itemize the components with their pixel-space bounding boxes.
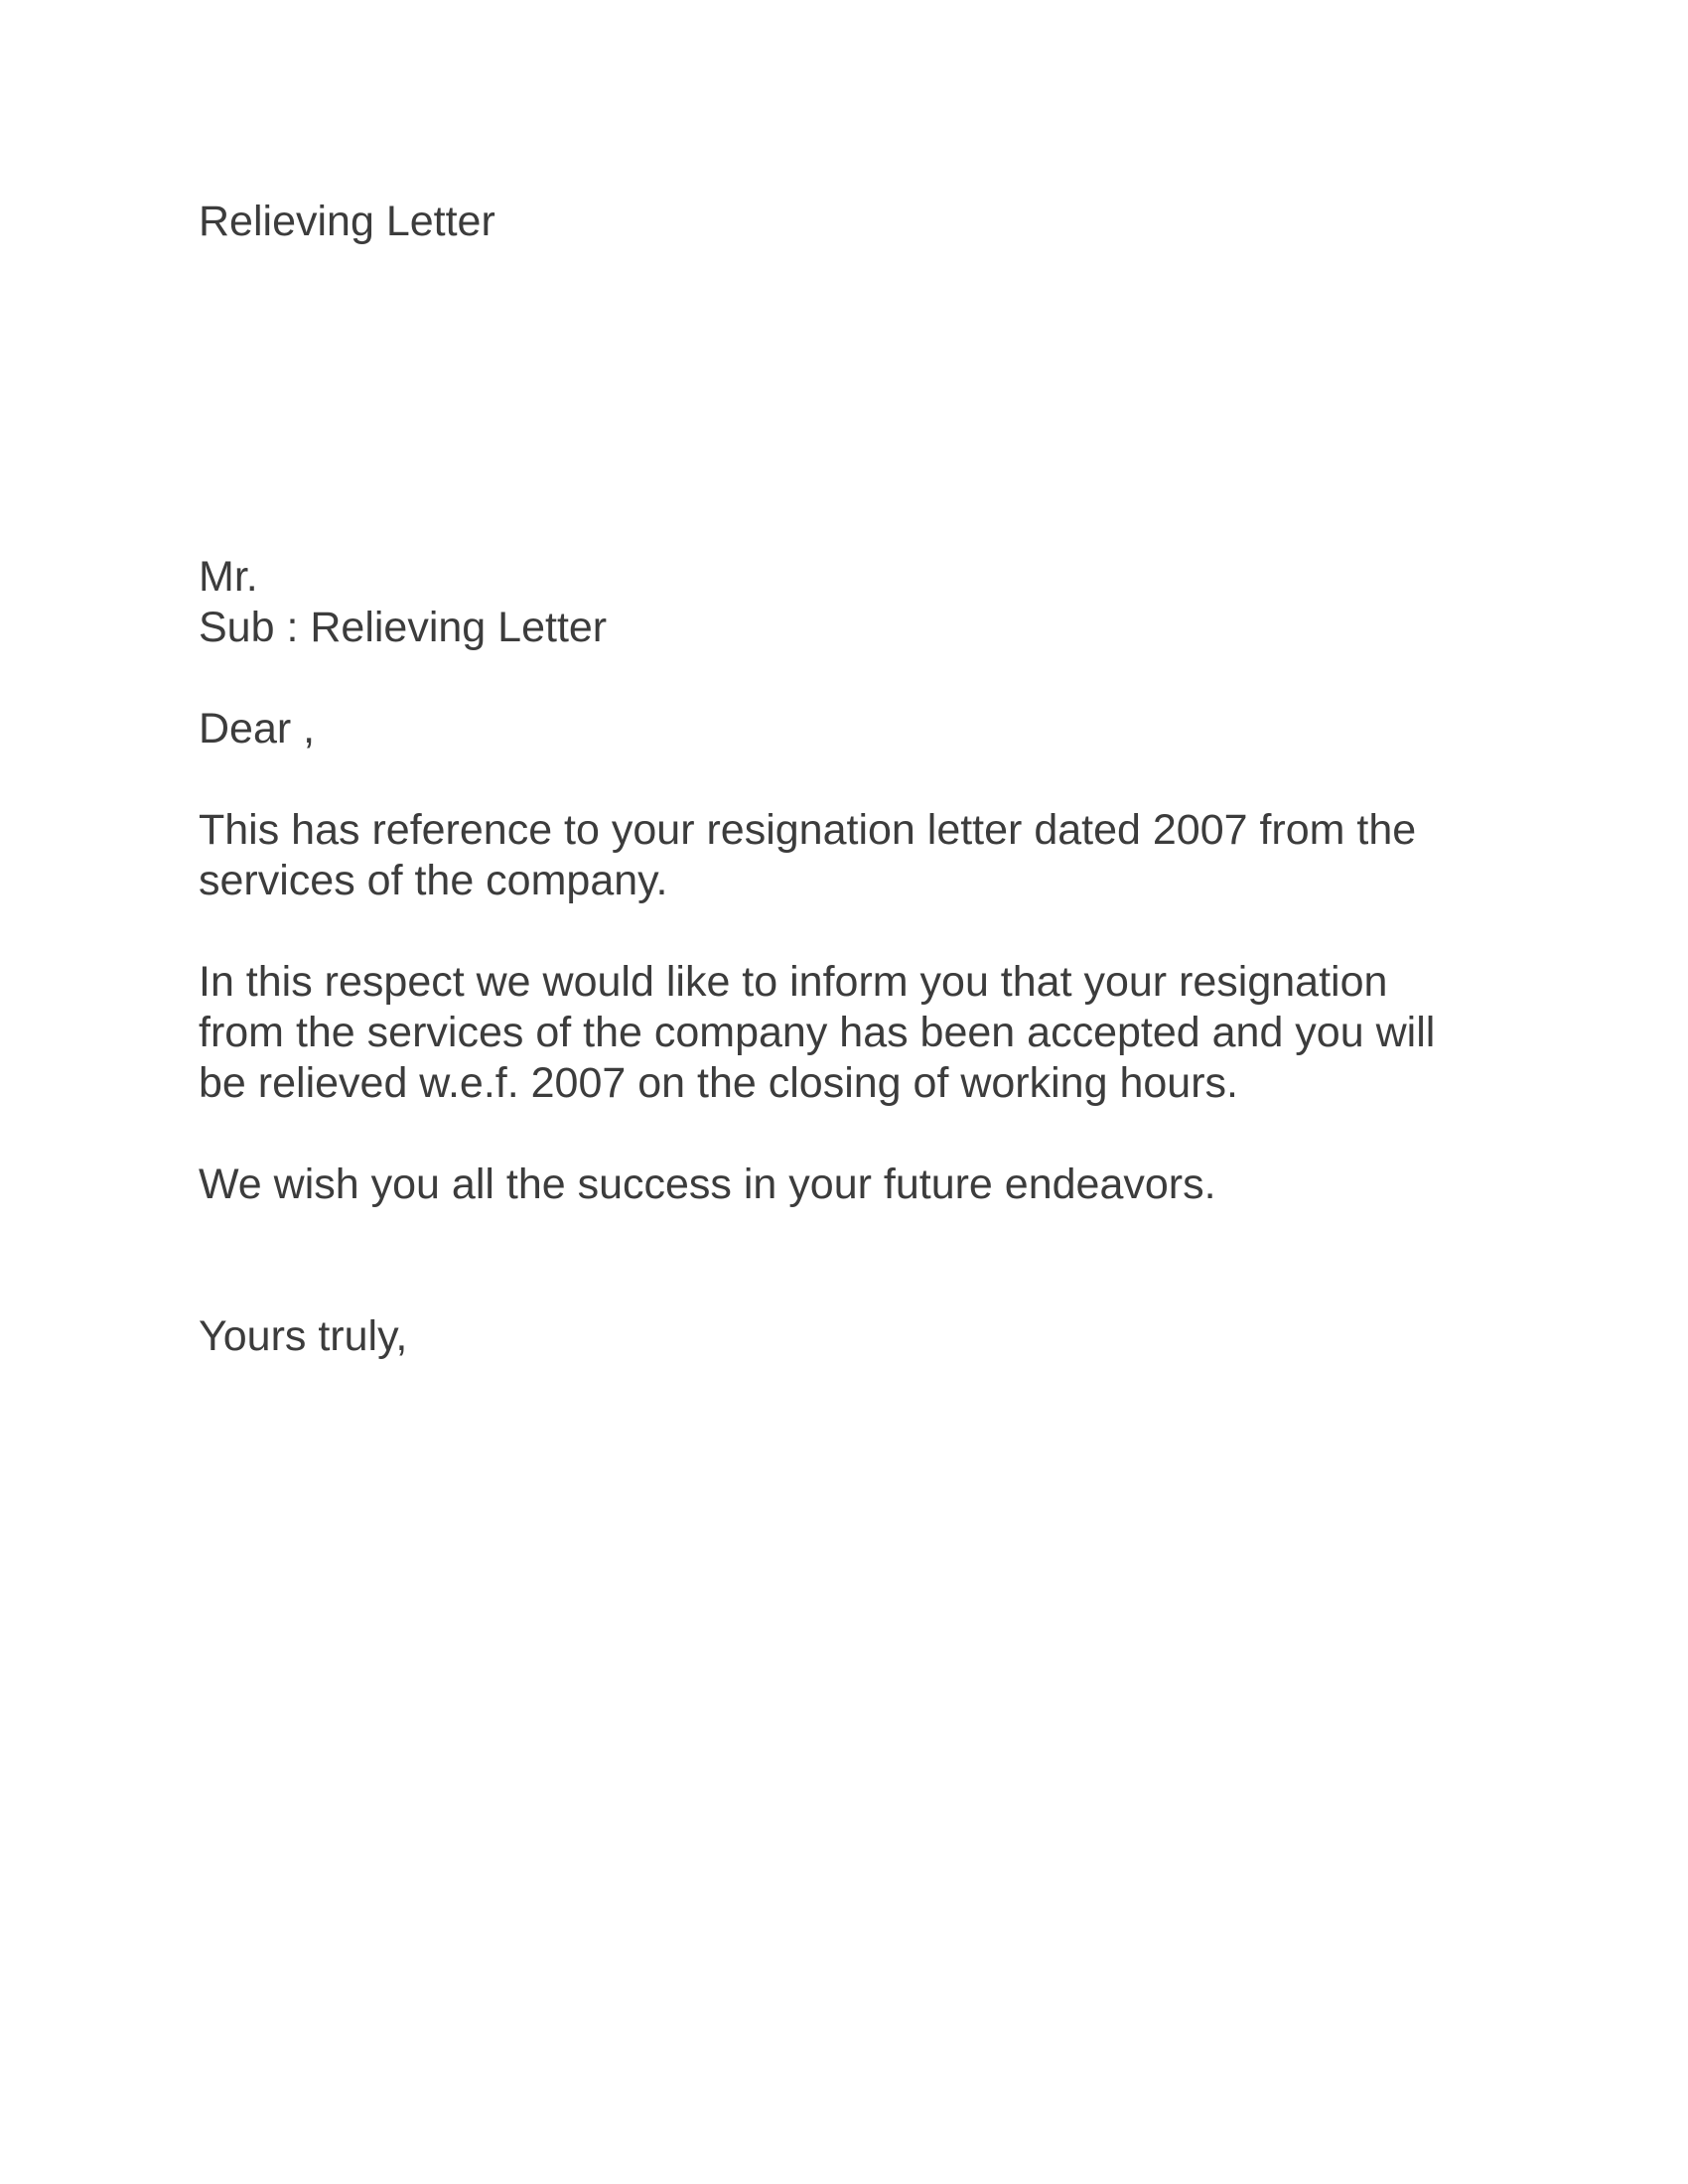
paragraph-wishes: We wish you all the success in your future endeavors. [199, 1160, 1216, 1208]
letter-heading: Relieving Letter [199, 198, 495, 245]
paragraph-line: be relieved w.e.f. 2007 on the closing of working hours. [199, 1059, 1238, 1107]
subject-line: Sub : Relieving Letter [199, 604, 608, 651]
paragraph-line: This has reference to your resignation letter dated 2007 from the [199, 806, 1417, 854]
paragraph-line: services of the company. [199, 857, 668, 904]
paragraph-line: from the services of the company has been accepted and you will [199, 1009, 1436, 1056]
closing-line: Yours truly, [199, 1312, 408, 1360]
recipient-name: Mr. [199, 553, 258, 601]
paragraph-line: In this respect we would like to inform you that your resignation [199, 958, 1388, 1006]
greeting-line: Dear , [199, 705, 316, 752]
